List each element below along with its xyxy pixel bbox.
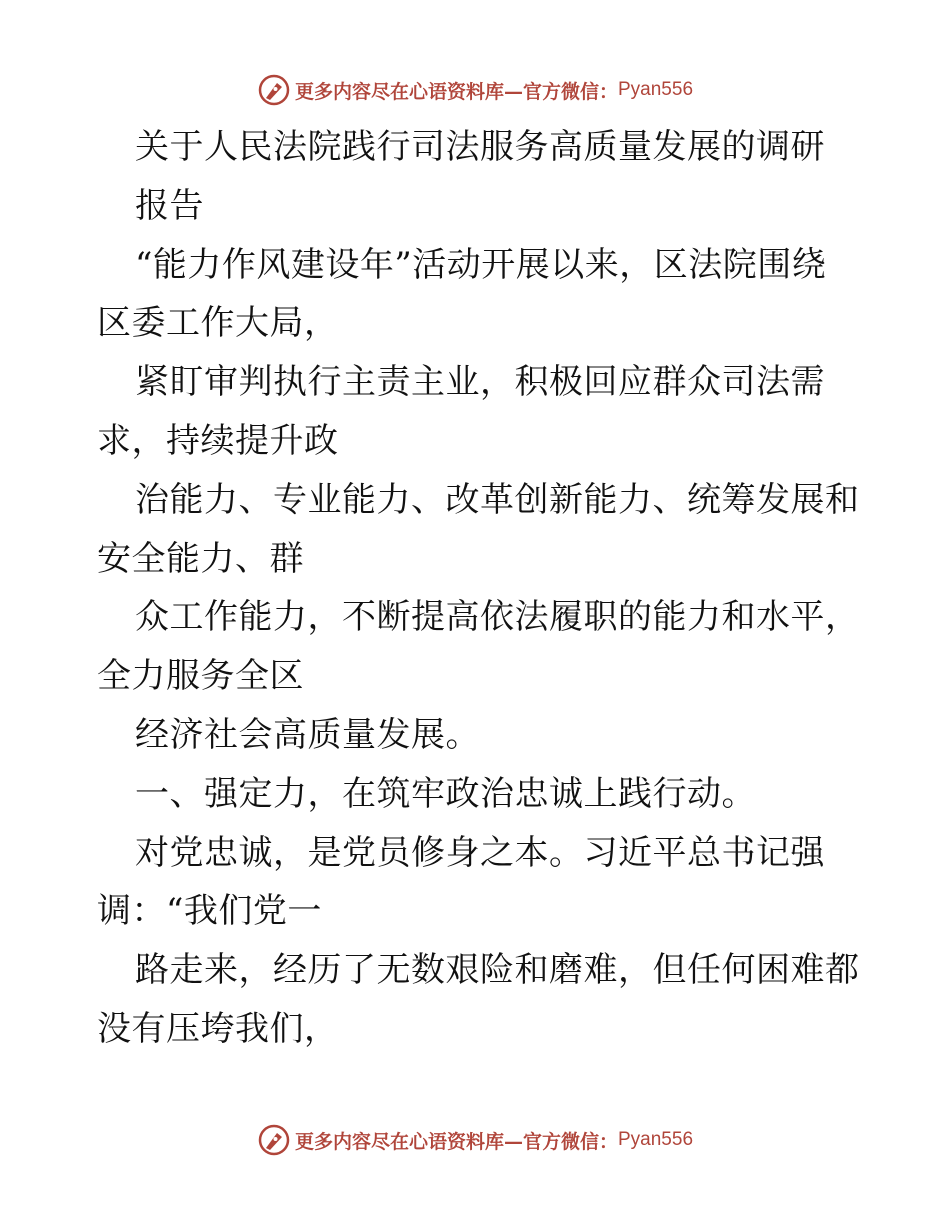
watermark-text: 更多内容尽在心语资料库—官方微信： bbox=[294, 1130, 618, 1153]
watermark-handle: Pyan556 bbox=[618, 79, 694, 100]
document-body bbox=[97, 118, 860, 1059]
paragraph-line: 区委工作大局， bbox=[97, 303, 339, 344]
paragraph-line: 治能力、专业能力、改革创新能力、统筹发展和 bbox=[135, 479, 860, 520]
paragraph-line: 紧盯审判执行主责主业，积极回应群众司法需 bbox=[135, 362, 825, 403]
paragraph-line: 调：“我们党一 bbox=[97, 891, 322, 932]
paragraph-line: 求，持续提升政 bbox=[97, 420, 339, 461]
paragraph-line: 对党忠诚，是党员修身之本。习近平总书记强 bbox=[135, 832, 825, 873]
paragraph-line: 全力服务全区 bbox=[97, 656, 304, 697]
header-watermark bbox=[0, 70, 950, 110]
paragraph-line: 路走来，经历了无数艰险和磨难，但任何困难都 bbox=[135, 950, 860, 991]
paragraph-line: 没有压垮我们， bbox=[97, 1008, 339, 1049]
paragraph-line: 安全能力、群 bbox=[97, 538, 304, 579]
pen-nib-logo-icon bbox=[257, 1123, 291, 1157]
pen-nib-logo-icon bbox=[257, 73, 291, 107]
footer-watermark bbox=[0, 1120, 950, 1160]
title-line-1: 关于人民法院践行司法服务高质量发展的调研 bbox=[135, 127, 825, 167]
paragraph-line: “能力作风建设年”活动开展以来，区法院围绕 bbox=[135, 244, 827, 285]
paragraph-line: 经济社会高质量发展。 bbox=[135, 714, 480, 755]
title-line-2: 报告 bbox=[135, 185, 204, 226]
paragraph-line: 众工作能力，不断提高依法履职的能力和水平， bbox=[135, 597, 860, 638]
watermark-text: 更多内容尽在心语资料库—官方微信： bbox=[294, 80, 618, 103]
watermark-handle: Pyan556 bbox=[618, 1129, 694, 1150]
section-heading: 一、强定力，在筑牢政治忠诚上践行动。 bbox=[135, 773, 756, 814]
